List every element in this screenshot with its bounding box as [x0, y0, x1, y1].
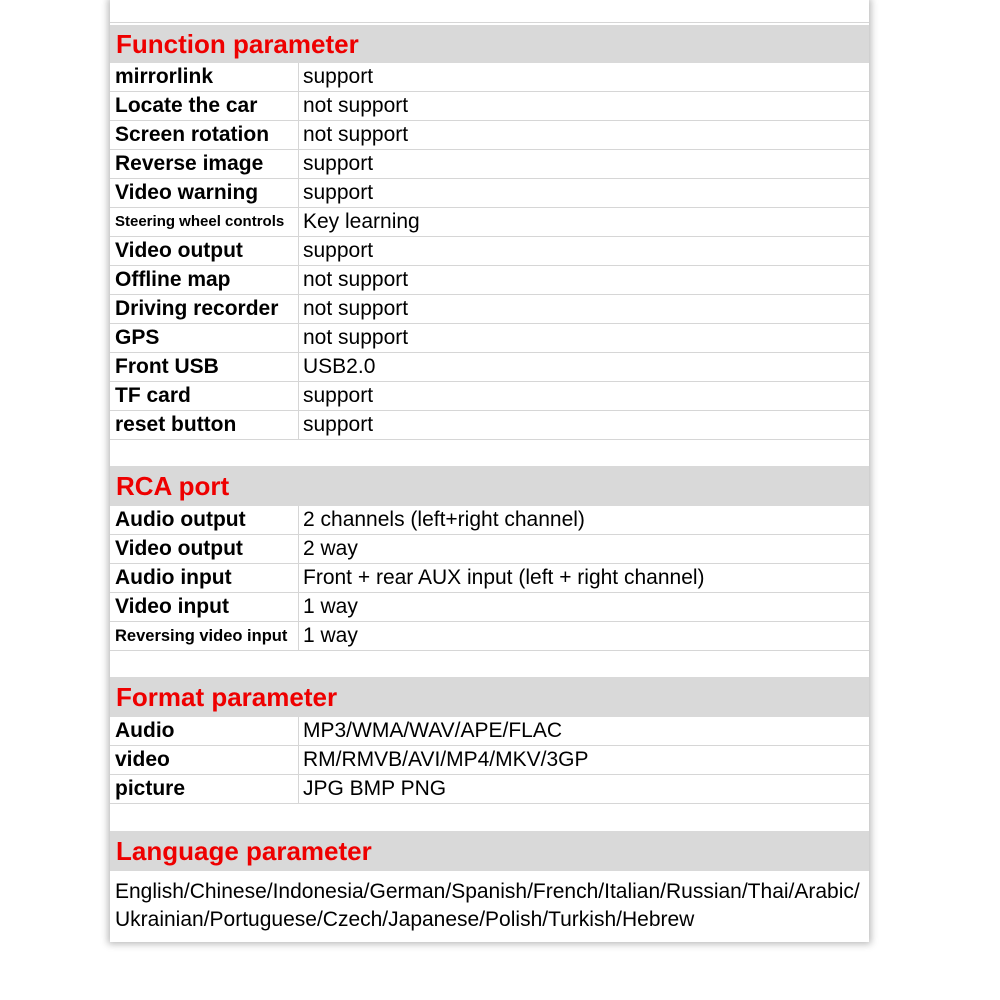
row-label: picture	[110, 775, 299, 803]
row-value: 2 way	[303, 537, 358, 560]
row-label: Steering wheel controls	[110, 208, 299, 236]
row-value: support	[303, 413, 374, 436]
row-label: reset button	[110, 411, 299, 439]
row-value: 1 way	[303, 624, 358, 647]
row-label: Locate the car	[110, 92, 299, 120]
table-row	[110, 179, 869, 208]
spacer-row	[110, 440, 869, 468]
table-row	[110, 353, 869, 382]
table-row	[110, 746, 869, 775]
table-row	[110, 150, 869, 179]
spacer-row	[110, 804, 869, 832]
table-row	[110, 324, 869, 353]
row-value: MP3/WMA/WAV/APE/FLAC	[303, 719, 563, 742]
row-value: not support	[303, 268, 409, 291]
row-value: not support	[303, 326, 409, 349]
table-row	[110, 717, 869, 746]
row-label: Offline map	[110, 266, 299, 294]
row-label: Video output	[110, 237, 299, 265]
table-row	[110, 535, 869, 564]
table-row	[110, 622, 869, 651]
language-list: English/Chinese/Indonesia/German/Spanish/French/Italian/Russian/Thai/Arabic/Ukrainian/Portuguese/Czech/Japanese/Polish/Turkish/Hebrew	[115, 880, 860, 931]
row-label: Driving recorder	[110, 295, 299, 323]
row-value: 1 way	[303, 595, 358, 618]
row-value: JPG BMP PNG	[303, 777, 447, 800]
spec-sheet	[110, 0, 869, 942]
row-value: support	[303, 384, 374, 407]
row-label: mirrorlink	[110, 63, 299, 91]
row-value: support	[303, 65, 374, 88]
table-row	[110, 506, 869, 535]
table-row	[110, 121, 869, 150]
row-label: Reversing video input	[110, 622, 299, 650]
format-section-title: Format parameter	[110, 677, 869, 717]
row-label: Audio output	[110, 506, 299, 534]
row-value: not support	[303, 123, 409, 146]
row-label: Front USB	[110, 353, 299, 381]
row-label: GPS	[110, 324, 299, 352]
table-row	[110, 295, 869, 324]
table-row	[110, 266, 869, 295]
table-row	[110, 411, 869, 440]
row-label: Audio	[110, 717, 299, 745]
row-value: not support	[303, 297, 409, 320]
table-row	[110, 775, 869, 804]
row-value: support	[303, 152, 374, 175]
row-value: support	[303, 181, 374, 204]
row-label: Audio input	[110, 564, 299, 592]
language-section-title: Language parameter	[110, 831, 869, 871]
row-value: Key learning	[303, 210, 420, 233]
row-label: Video warning	[110, 179, 299, 207]
row-value: Front + rear AUX input (left + right channel)	[303, 566, 705, 589]
row-label: TF card	[110, 382, 299, 410]
row-value: USB2.0	[303, 355, 376, 378]
top-spacer-row	[110, 0, 869, 23]
table-row	[110, 237, 869, 266]
spacer-row	[110, 651, 869, 679]
row-label: Video output	[110, 535, 299, 563]
table-row	[110, 382, 869, 411]
table-row	[110, 63, 869, 92]
row-value: 2 channels (left+right channel)	[303, 508, 585, 531]
row-value: support	[303, 239, 374, 262]
row-label: Video input	[110, 593, 299, 621]
function-section-title: Function parameter	[110, 25, 869, 63]
row-label: Reverse image	[110, 150, 299, 178]
table-row	[110, 92, 869, 121]
rca-section-title: RCA port	[110, 466, 869, 506]
row-label: Screen rotation	[110, 121, 299, 149]
row-value: not support	[303, 94, 409, 117]
row-value: RM/RMVB/AVI/MP4/MKV/3GP	[303, 748, 589, 771]
row-label: video	[110, 746, 299, 774]
table-row	[110, 564, 869, 593]
table-row	[110, 208, 869, 237]
table-row	[110, 593, 869, 622]
